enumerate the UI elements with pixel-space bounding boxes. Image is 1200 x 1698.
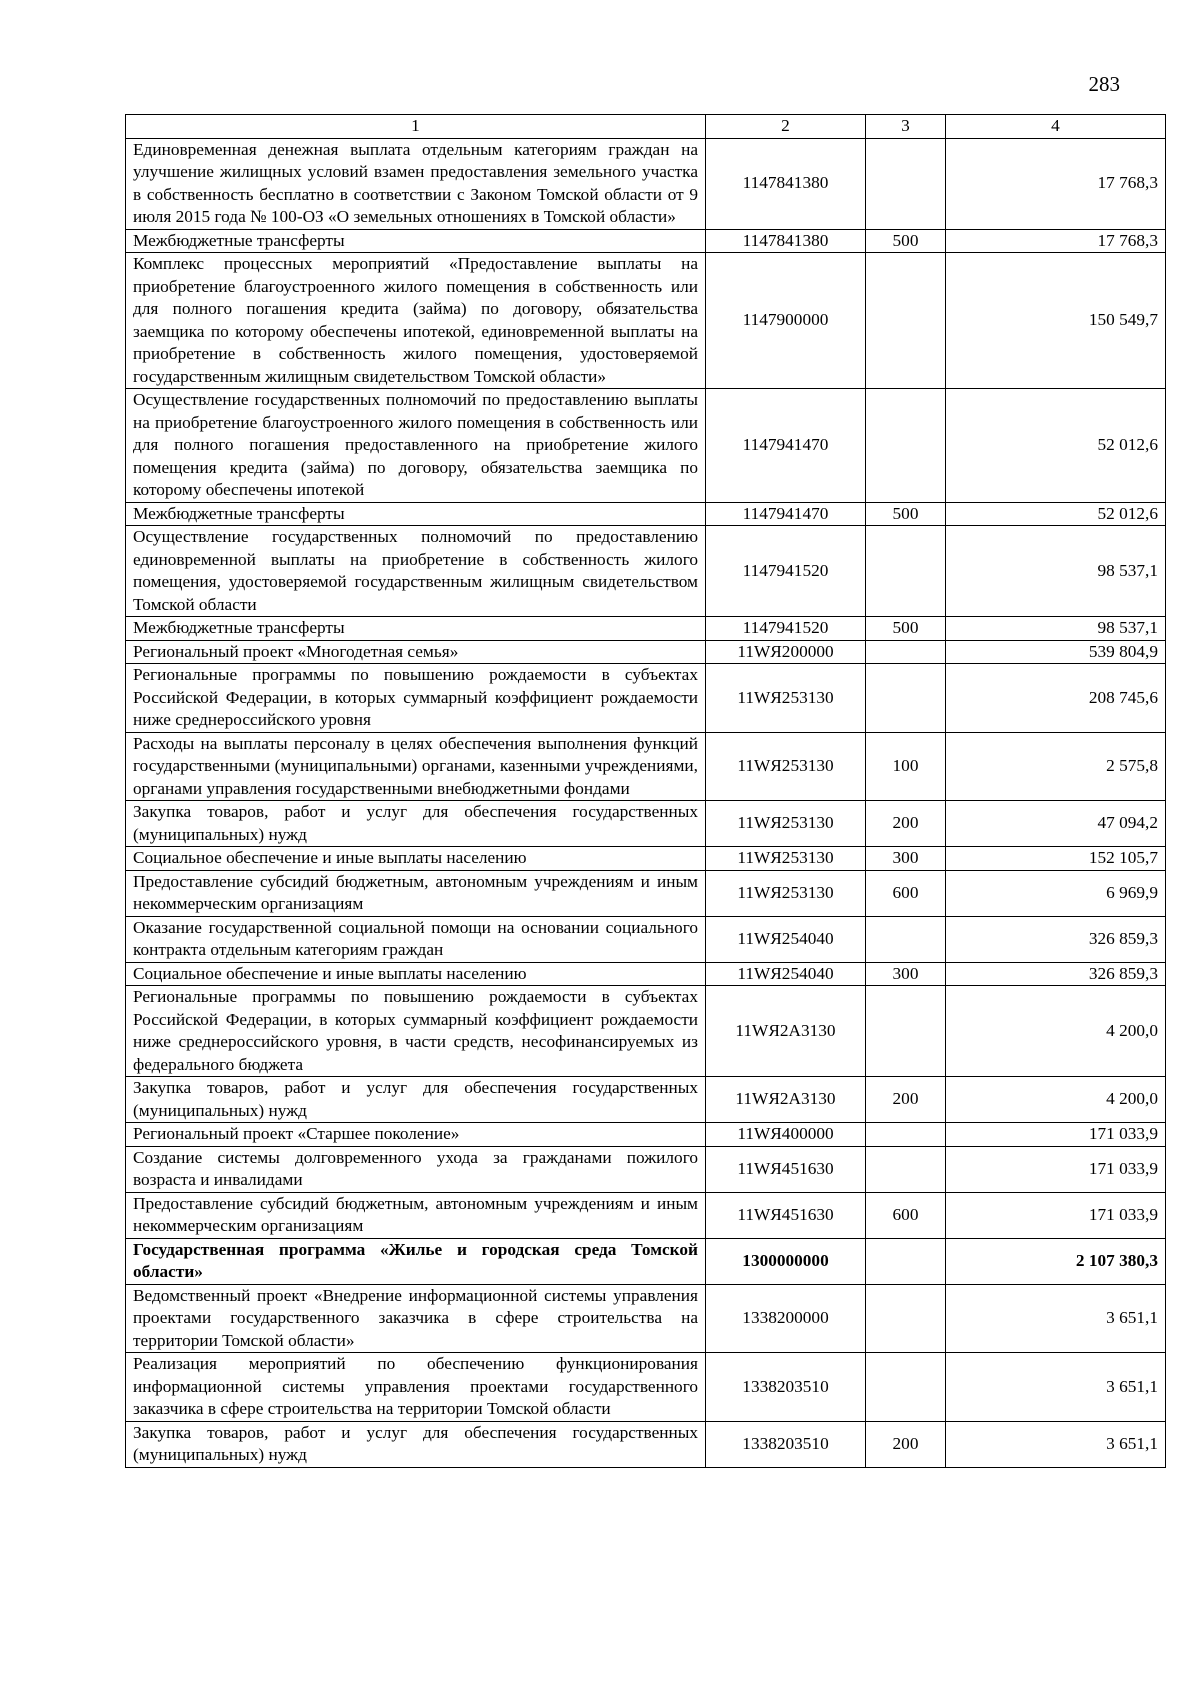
- row-code-cell: 1338203510: [706, 1421, 866, 1467]
- row-amount-cell: 152 105,7: [946, 847, 1166, 871]
- row-type-cell: 200: [866, 801, 946, 847]
- table-row: [126, 617, 1166, 641]
- table-row: [126, 1192, 1166, 1238]
- row-type-cell: 500: [866, 502, 946, 526]
- table-row: [126, 1353, 1166, 1422]
- row-code-cell: 11WЯ253130: [706, 664, 866, 733]
- table-row: [126, 962, 1166, 986]
- row-type-cell: 500: [866, 229, 946, 253]
- row-type-cell: [866, 526, 946, 617]
- table-row: [126, 1123, 1166, 1147]
- row-type-cell: [866, 664, 946, 733]
- table-row: [126, 138, 1166, 229]
- row-name-cell: Межбюджетные трансферты: [126, 617, 706, 641]
- row-amount-cell: 6 969,9: [946, 870, 1166, 916]
- row-code-cell: 11WЯ253130: [706, 847, 866, 871]
- row-name-cell: Предоставление субсидий бюджетным, автономным учреждениям и иным некоммерческим организациям: [126, 1192, 706, 1238]
- table-row: [126, 1421, 1166, 1467]
- row-name-cell: Осуществление государственных полномочий по предоставлению выплаты на приобретение благоустроенного жилого помещения в собственность или для полного погашения предоставленного на приобретение жилого помещения кредита (займа) по договору, обязательства заемщика по которому обеспечены ипотекой: [126, 389, 706, 503]
- table-row: [126, 229, 1166, 253]
- row-amount-cell: 17 768,3: [946, 138, 1166, 229]
- row-amount-cell: 171 033,9: [946, 1123, 1166, 1147]
- row-type-cell: 200: [866, 1077, 946, 1123]
- row-code-cell: 11WЯ200000: [706, 640, 866, 664]
- row-code-cell: 11WЯ254040: [706, 962, 866, 986]
- row-code-cell: 11WЯ2А3130: [706, 986, 866, 1077]
- row-amount-cell: 2 575,8: [946, 732, 1166, 801]
- row-name-cell: Социальное обеспечение и иные выплаты населению: [126, 847, 706, 871]
- column-header-1: 1: [126, 115, 706, 139]
- row-name-cell: Закупка товаров, работ и услуг для обеспечения государственных (муниципальных) нужд: [126, 1077, 706, 1123]
- row-amount-cell: 171 033,9: [946, 1192, 1166, 1238]
- row-type-cell: [866, 916, 946, 962]
- row-amount-cell: 2 107 380,3: [946, 1238, 1166, 1284]
- table-row: [126, 526, 1166, 617]
- row-type-cell: 500: [866, 617, 946, 641]
- table-row: [126, 1284, 1166, 1353]
- row-name-cell: Осуществление государственных полномочий по предоставлению единовременной выплаты на приобретение в собственность жилого помещения, удостоверяемой государственным жилищным свидетельством Томской области: [126, 526, 706, 617]
- row-type-cell: [866, 389, 946, 503]
- table-row: [126, 640, 1166, 664]
- row-type-cell: [866, 986, 946, 1077]
- row-type-cell: 100: [866, 732, 946, 801]
- row-name-cell: Государственная программа «Жилье и городская среда Томской области»: [126, 1238, 706, 1284]
- row-amount-cell: 326 859,3: [946, 962, 1166, 986]
- row-name-cell: Социальное обеспечение и иные выплаты населению: [126, 962, 706, 986]
- row-type-cell: 300: [866, 962, 946, 986]
- row-code-cell: 1147941520: [706, 526, 866, 617]
- row-amount-cell: 150 549,7: [946, 253, 1166, 389]
- row-amount-cell: 52 012,6: [946, 389, 1166, 503]
- table-row: [126, 732, 1166, 801]
- row-code-cell: 11WЯ451630: [706, 1192, 866, 1238]
- row-name-cell: Оказание государственной социальной помощи на основании социального контракта отдельным категориям граждан: [126, 916, 706, 962]
- row-type-cell: [866, 1238, 946, 1284]
- row-name-cell: Комплекс процессных мероприятий «Предоставление выплаты на приобретение благоустроенного жилого помещения в собственность или для полного погашения кредита (займа) по договору, обязательства заемщика по которому обеспечены ипотекой, единовременной выплаты на приобретение в собственность жилого помещения, удостоверяемой государственным жилищным свидетельством Томской области»: [126, 253, 706, 389]
- row-amount-cell: 208 745,6: [946, 664, 1166, 733]
- column-header-2: 2: [706, 115, 866, 139]
- row-type-cell: [866, 1146, 946, 1192]
- row-code-cell: 1300000000: [706, 1238, 866, 1284]
- row-type-cell: [866, 1123, 946, 1147]
- row-amount-cell: 4 200,0: [946, 1077, 1166, 1123]
- row-amount-cell: 539 804,9: [946, 640, 1166, 664]
- row-amount-cell: 98 537,1: [946, 526, 1166, 617]
- row-code-cell: 11WЯ253130: [706, 801, 866, 847]
- budget-table-body: [126, 115, 1166, 1468]
- row-code-cell: 1147941470: [706, 502, 866, 526]
- row-code-cell: 1147841380: [706, 229, 866, 253]
- budget-table: [125, 114, 1166, 1468]
- row-type-cell: [866, 1353, 946, 1422]
- table-row: [126, 502, 1166, 526]
- row-amount-cell: 98 537,1: [946, 617, 1166, 641]
- column-header-3: 3: [866, 115, 946, 139]
- row-name-cell: Региональный проект «Многодетная семья»: [126, 640, 706, 664]
- row-amount-cell: 3 651,1: [946, 1421, 1166, 1467]
- row-code-cell: 1147900000: [706, 253, 866, 389]
- table-row: [126, 664, 1166, 733]
- table-row: [126, 1238, 1166, 1284]
- row-amount-cell: 17 768,3: [946, 229, 1166, 253]
- table-row: [126, 253, 1166, 389]
- table-row: [126, 1077, 1166, 1123]
- row-name-cell: Ведомственный проект «Внедрение информационной системы управления проектами государственного заказчика в сфере строительства на территории Томской области»: [126, 1284, 706, 1353]
- table-row: [126, 870, 1166, 916]
- row-name-cell: Закупка товаров, работ и услуг для обеспечения государственных (муниципальных) нужд: [126, 1421, 706, 1467]
- row-name-cell: Предоставление субсидий бюджетным, автономным учреждениям и иным некоммерческим организациям: [126, 870, 706, 916]
- row-amount-cell: 3 651,1: [946, 1353, 1166, 1422]
- row-amount-cell: 171 033,9: [946, 1146, 1166, 1192]
- row-amount-cell: 3 651,1: [946, 1284, 1166, 1353]
- row-amount-cell: 326 859,3: [946, 916, 1166, 962]
- row-type-cell: [866, 640, 946, 664]
- row-code-cell: 11WЯ254040: [706, 916, 866, 962]
- row-name-cell: Региональные программы по повышению рождаемости в субъектах Российской Федерации, в которых суммарный коэффициент рождаемости ниже среднероссийского уровня, в части средств, несофинансируемых из федерального бюджета: [126, 986, 706, 1077]
- row-code-cell: 11WЯ253130: [706, 732, 866, 801]
- row-type-cell: 300: [866, 847, 946, 871]
- row-code-cell: 1147941470: [706, 389, 866, 503]
- table-header-row: [126, 115, 1166, 139]
- row-code-cell: 11WЯ253130: [706, 870, 866, 916]
- row-name-cell: Региональный проект «Старшее поколение»: [126, 1123, 706, 1147]
- row-type-cell: [866, 1284, 946, 1353]
- row-type-cell: [866, 253, 946, 389]
- column-header-4: 4: [946, 115, 1166, 139]
- row-name-cell: Единовременная денежная выплата отдельным категориям граждан на улучшение жилищных условий взамен предоставления земельного участка в собственность бесплатно в соответствии с Законом Томской области от 9 июля 2015 года № 100-ОЗ «О земельных отношениях в Томской области»: [126, 138, 706, 229]
- row-code-cell: 1147941520: [706, 617, 866, 641]
- row-type-cell: 600: [866, 1192, 946, 1238]
- table-row: [126, 389, 1166, 503]
- row-name-cell: Реализация мероприятий по обеспечению функционирования информационной системы управления проектами государственного заказчика в сфере строительства на территории Томской области: [126, 1353, 706, 1422]
- row-code-cell: 11WЯ2А3130: [706, 1077, 866, 1123]
- row-name-cell: Расходы на выплаты персоналу в целях обеспечения выполнения функций государственными (муниципальными) органами, казенными учреждениями, органами управления государственными внебюджетными фондами: [126, 732, 706, 801]
- row-type-cell: [866, 138, 946, 229]
- row-code-cell: 11WЯ400000: [706, 1123, 866, 1147]
- row-name-cell: Закупка товаров, работ и услуг для обеспечения государственных (муниципальных) нужд: [126, 801, 706, 847]
- row-type-cell: 600: [866, 870, 946, 916]
- row-name-cell: Межбюджетные трансферты: [126, 229, 706, 253]
- row-name-cell: Создание системы долговременного ухода за гражданами пожилого возраста и инвалидами: [126, 1146, 706, 1192]
- row-code-cell: 11WЯ451630: [706, 1146, 866, 1192]
- table-row: [126, 1146, 1166, 1192]
- table-row: [126, 847, 1166, 871]
- row-amount-cell: 4 200,0: [946, 986, 1166, 1077]
- row-name-cell: Региональные программы по повышению рождаемости в субъектах Российской Федерации, в которых суммарный коэффициент рождаемости ниже среднероссийского уровня: [126, 664, 706, 733]
- table-row: [126, 986, 1166, 1077]
- row-type-cell: 200: [866, 1421, 946, 1467]
- row-code-cell: 1147841380: [706, 138, 866, 229]
- row-amount-cell: 52 012,6: [946, 502, 1166, 526]
- row-name-cell: Межбюджетные трансферты: [126, 502, 706, 526]
- page-number: 283: [1088, 72, 1120, 96]
- table-row: [126, 916, 1166, 962]
- row-code-cell: 1338203510: [706, 1353, 866, 1422]
- table-row: [126, 801, 1166, 847]
- row-code-cell: 1338200000: [706, 1284, 866, 1353]
- row-amount-cell: 47 094,2: [946, 801, 1166, 847]
